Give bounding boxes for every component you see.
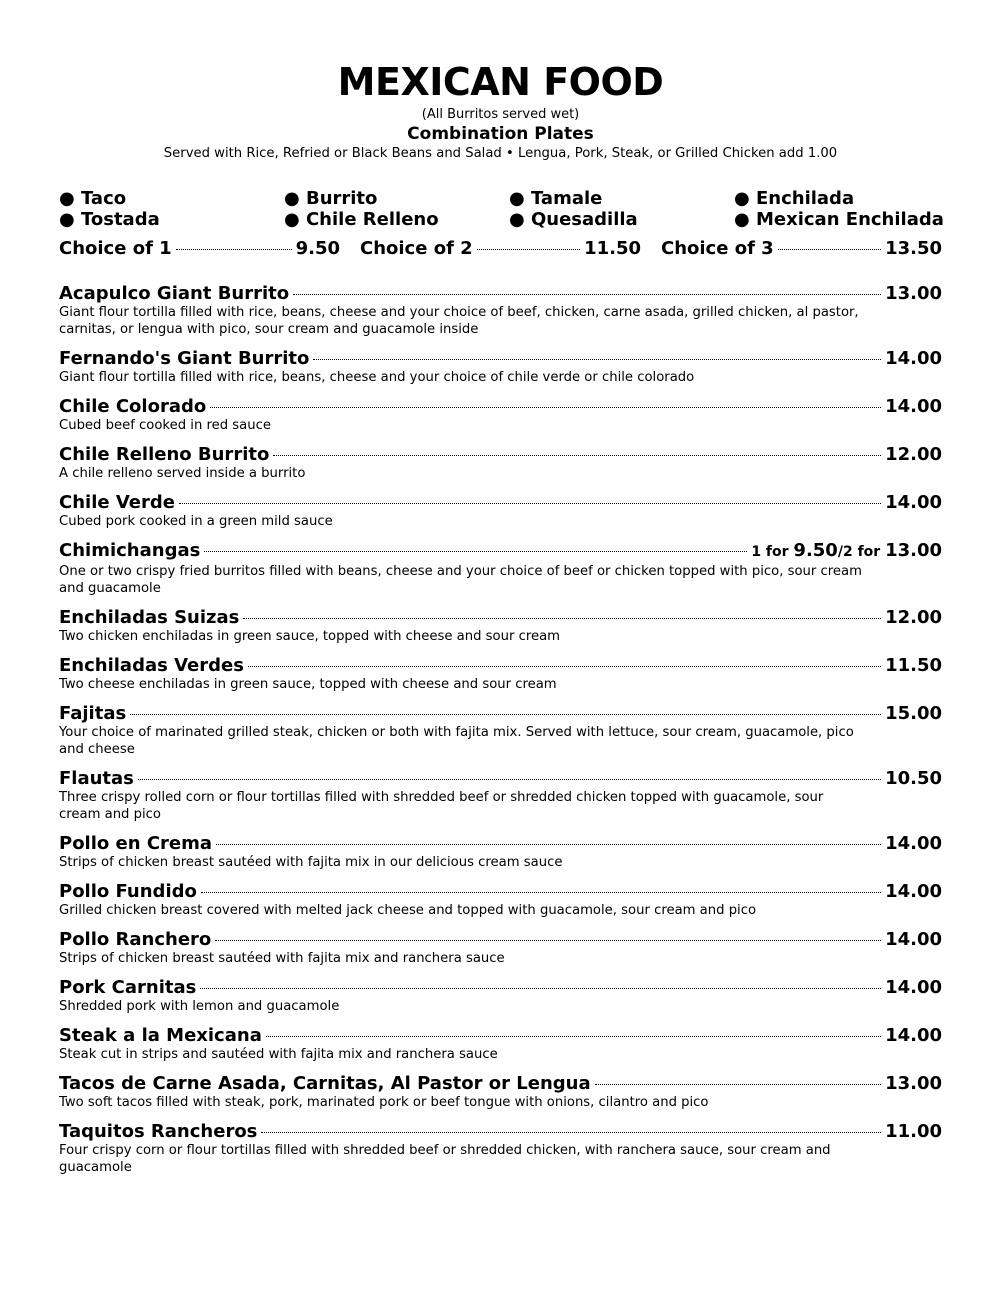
menu-item [59, 977, 942, 1015]
dot-leader [200, 988, 881, 989]
menu-item-header [59, 833, 942, 854]
menu-item-price: 14.00 [885, 348, 942, 369]
menu-item-header [59, 977, 942, 998]
dot-leader [778, 249, 881, 250]
menu-item [59, 768, 942, 823]
menu-item [59, 703, 942, 758]
menu-item-price: 12.00 [885, 444, 942, 465]
menu-item-header [59, 703, 942, 724]
menu-item-header [59, 1121, 942, 1142]
choice-label: Choice of 1 [59, 238, 172, 259]
choice-price: 13.50 [885, 238, 942, 259]
menu-item-price: 15.00 [885, 703, 942, 724]
dot-leader [204, 551, 747, 552]
menu-item [59, 444, 942, 482]
menu-item [59, 1025, 942, 1063]
dot-leader [138, 779, 881, 780]
menu-item-header [59, 607, 942, 628]
menu-item-name: Flautas [59, 768, 134, 789]
menu-item-name: Enchiladas Suizas [59, 607, 240, 628]
dot-leader [273, 455, 881, 456]
choice-2 [360, 238, 641, 259]
menu-item-description: Cubed beef cooked in red sauce [59, 418, 271, 433]
menu-item-name: Acapulco Giant Burrito [59, 283, 290, 304]
menu-item-description: Grilled chicken breast covered with melted jack cheese and topped with guacamole, sour cream and pico [59, 903, 757, 918]
menu-item-name: Chimichangas [59, 540, 201, 561]
dot-leader [179, 503, 881, 504]
menu-item [59, 348, 942, 386]
menu-item-description: Giant flour tortilla filled with rice, beans, cheese and your choice of chile verde or chile colorado [59, 370, 695, 385]
menu-item [59, 607, 942, 645]
menu-item-name: Chile Verde [59, 492, 175, 513]
menu-item-name: Chile Colorado [59, 396, 207, 417]
combination-options [59, 188, 942, 230]
menu-item-price: 11.00 [885, 1121, 942, 1142]
option-taco: ● Taco [59, 188, 127, 209]
option-chile-relleno: ● Chile Relleno [284, 209, 439, 230]
menu-item-price: 14.00 [885, 929, 942, 950]
menu-item-description: One or two crispy fried burritos filled with beans, cheese and your choice of beef or chicken topped with pico, sour cream and guacamole [59, 564, 862, 596]
menu-item-header [59, 396, 942, 417]
menu-item-price: 10.50 [885, 768, 942, 789]
menu-item [59, 833, 942, 871]
combination-description: Served with Rice, Refried or Black Beans and Salad • Lengua, Pork, Steak, or Grilled Chicken add 1.00 [163, 146, 838, 161]
dot-leader [266, 1036, 881, 1037]
menu-item-price: 14.00 [885, 881, 942, 902]
menu-item-name: Fernando's Giant Burrito [59, 348, 310, 369]
menu-item-description: Shredded pork with lemon and guacamole [59, 999, 340, 1014]
dot-leader [176, 249, 292, 250]
combination-heading: Combination Plates [407, 124, 594, 144]
dot-leader [210, 407, 881, 408]
choice-label: Choice of 2 [360, 238, 473, 259]
menu-item-description: Two chicken enchiladas in green sauce, topped with cheese and sour cream [59, 629, 560, 644]
menu-item-header [59, 768, 942, 789]
menu-item-price [751, 540, 942, 563]
menu-item [59, 283, 942, 338]
menu-item-description: A chile relleno served inside a burrito [59, 466, 306, 481]
dot-leader [130, 714, 881, 715]
menu-item-description: Two soft tacos filled with steak, pork, marinated pork or beef tongue with onions, cilantro and pico [59, 1095, 709, 1110]
menu-item-header [59, 881, 942, 902]
menu-item-price: 14.00 [885, 833, 942, 854]
menu-items [59, 283, 942, 1176]
menu-item-name: Pollo en Crema [59, 833, 213, 854]
menu-item [59, 396, 942, 434]
menu-item-description: Three crispy rolled corn or flour tortillas filled with shredded beef or shredded chicken topped with guacamole, sour cream and pico [59, 790, 824, 822]
dot-leader [477, 249, 580, 250]
menu-item-description: Four crispy corn or flour tortillas filled with shredded beef or shredded chicken, with ranchera sauce, sour cream and guacamole [59, 1143, 831, 1175]
option-enchilada: ● Enchilada [734, 188, 855, 209]
option-burrito: ● Burrito [284, 188, 378, 209]
menu-item-description: Strips of chicken breast sautéed with fajita mix in our delicious cream sauce [59, 855, 563, 870]
price-part: 13.00 [885, 540, 942, 561]
menu-item [59, 1073, 942, 1111]
menu-item-header [59, 1073, 942, 1094]
price-part: /2 for [837, 544, 886, 560]
menu-item [59, 540, 942, 597]
menu-item-name: Pork Carnitas [59, 977, 197, 998]
menu-item-header [59, 1025, 942, 1046]
menu-item [59, 929, 942, 967]
menu-item-name: Pollo Ranchero [59, 929, 212, 950]
option-mexican-enchilada: ● Mexican Enchilada [734, 209, 944, 230]
dot-leader [293, 294, 881, 295]
menu-title: MEXICAN FOOD [337, 60, 664, 104]
menu-item-header [59, 540, 942, 563]
menu-item-header [59, 283, 942, 304]
option-tamale: ● Tamale [509, 188, 603, 209]
menu-item-price: 12.00 [885, 607, 942, 628]
menu-item-name: Steak a la Mexicana [59, 1025, 262, 1046]
menu-item-price: 13.00 [885, 283, 942, 304]
menu-item-name: Fajitas [59, 703, 127, 724]
menu-item-header [59, 655, 942, 676]
menu-item-name: Taquitos Rancheros [59, 1121, 258, 1142]
dot-leader [201, 892, 881, 893]
menu-item-description: Giant flour tortilla filled with rice, beans, cheese and your choice of beef, chicken, carne asada, grilled chicken, al pastor, carnitas, or lengua with pico, sour cream and guacamole inside [59, 305, 859, 337]
menu-item [59, 655, 942, 693]
choice-label: Choice of 3 [661, 238, 774, 259]
choice-price: 11.50 [584, 238, 641, 259]
menu-item-name: Enchiladas Verdes [59, 655, 244, 676]
menu-item-description: Strips of chicken breast sautéed with fajita mix and ranchera sauce [59, 951, 505, 966]
menu-item-header [59, 444, 942, 465]
dot-leader [261, 1132, 881, 1133]
price-part: 1 for [751, 544, 794, 560]
option-tostada: ● Tostada [59, 209, 160, 230]
menu-item-price: 14.00 [885, 977, 942, 998]
menu-item-price: 14.00 [885, 492, 942, 513]
menu-item-name: Pollo Fundido [59, 881, 197, 902]
menu-item-header [59, 348, 942, 369]
choice-price: 9.50 [295, 238, 340, 259]
menu-item-header [59, 929, 942, 950]
menu-item-price: 14.00 [885, 1025, 942, 1046]
dot-leader [595, 1084, 881, 1085]
dot-leader [216, 844, 881, 845]
menu-item-description: Your choice of marinated grilled steak, chicken or both with fajita mix. Served with lettuce, sour cream, guacamole, pico and cheese [59, 725, 854, 757]
option-quesadilla: ● Quesadilla [509, 209, 638, 230]
choice-3 [661, 238, 942, 259]
menu-item-price: 11.50 [885, 655, 942, 676]
menu-item [59, 881, 942, 919]
menu-item [59, 1121, 942, 1176]
dot-leader [215, 940, 881, 941]
menu-item-description: Steak cut in strips and sautéed with fajita mix and ranchera sauce [59, 1047, 498, 1062]
dot-leader [248, 666, 881, 667]
menu-item-header [59, 492, 942, 513]
menu-item-name: Chile Relleno Burrito [59, 444, 270, 465]
choice-prices [59, 238, 942, 259]
menu-item-name: Tacos de Carne Asada, Carnitas, Al Pastor or Lengua [59, 1073, 591, 1094]
menu-item-description: Cubed pork cooked in a green mild sauce [59, 514, 333, 529]
menu-item-price: 14.00 [885, 396, 942, 417]
menu-item-description: Two cheese enchiladas in green sauce, topped with cheese and sour cream [59, 677, 557, 692]
burrito-note: (All Burritos served wet) [421, 107, 580, 122]
menu-item-price: 13.00 [885, 1073, 942, 1094]
price-part: 9.50 [793, 540, 838, 561]
dot-leader [313, 359, 881, 360]
menu-item [59, 492, 942, 530]
dot-leader [243, 618, 881, 619]
choice-1 [59, 238, 340, 259]
